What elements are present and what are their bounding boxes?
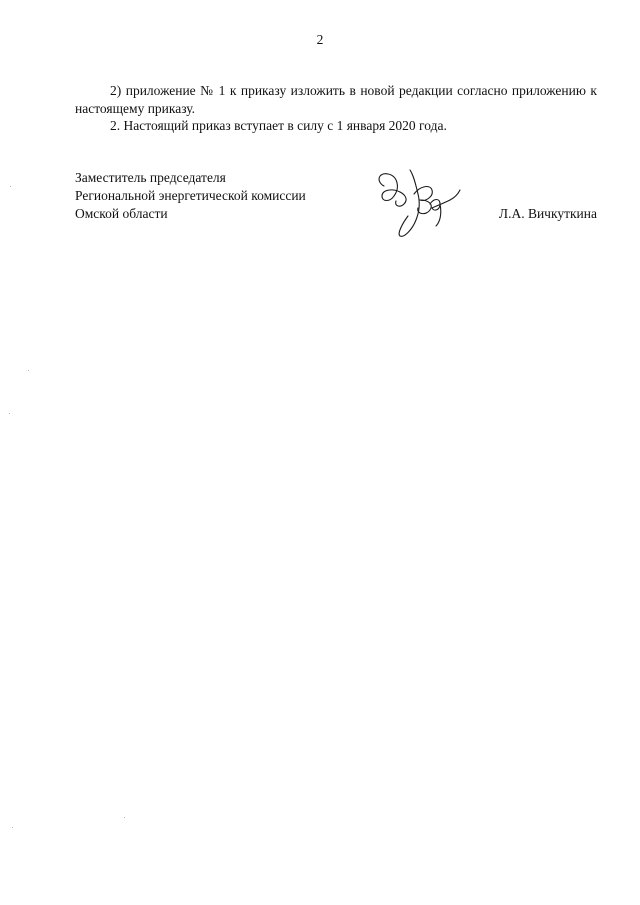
signer-position-line: Региональной энергетической комиссии bbox=[75, 188, 306, 203]
signature-stroke bbox=[418, 200, 432, 214]
signer-position bbox=[75, 169, 375, 223]
scan-speck bbox=[9, 413, 10, 414]
scan-speck bbox=[10, 186, 11, 187]
signer-position-line: Заместитель председателя bbox=[75, 170, 226, 185]
signer-position-line: Омской области bbox=[75, 206, 168, 221]
signature-stroke bbox=[396, 192, 406, 206]
body-paragraph-1: 2) приложение № 1 к приказу изложить в новой редакции согласно приложению к настоящему приказу. bbox=[75, 83, 597, 116]
page-number: 2 bbox=[316, 32, 324, 47]
body-paragraph-2: 2. Настоящий приказ вступает в силу с 1 января 2020 года. bbox=[110, 118, 447, 133]
signature-stroke bbox=[399, 170, 419, 236]
scan-speck bbox=[124, 817, 125, 818]
handwritten-signature bbox=[370, 164, 480, 244]
scan-speck bbox=[12, 827, 13, 828]
scan-speck bbox=[28, 370, 29, 371]
signature-stroke bbox=[450, 190, 460, 200]
signer-name: Л.А. Вичкуткина bbox=[498, 206, 597, 221]
signature-stroke bbox=[379, 174, 400, 201]
